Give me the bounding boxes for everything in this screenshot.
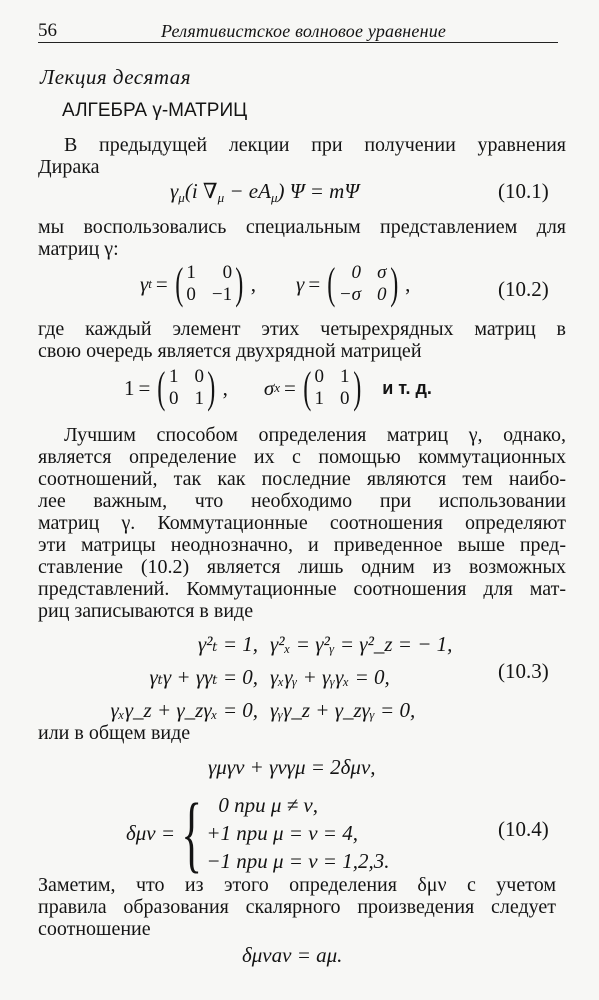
math-text: γ²ₓ = γ²ᵧ = γ²_z = − 1, [270, 632, 453, 656]
text-line: эти матрицы неоднозначно, и приведенное выше пред- [38, 534, 566, 556]
equation-unit-sigma: 1 = ( 1 0 0 1 ) , σ x = ( 0 1 1 0 ) и т. д. [124, 363, 432, 412]
text-line: свою очередь является двухрядной матрицей [38, 340, 422, 362]
equation-number: (10.2) [498, 277, 549, 301]
text-line: мы воспользовались специальным представлением для [38, 216, 566, 238]
matrix-cell: 1 [314, 388, 325, 409]
matrix-cell: 1 [340, 366, 350, 387]
section-title: АЛГЕБРА γ-МАТРИЦ [62, 100, 248, 121]
text-line: В предыдущей лекции при получении уравнения [64, 134, 566, 156]
math-text: γ [170, 179, 179, 203]
math-text: 1 [124, 376, 135, 400]
equation-10-3 [78, 628, 452, 727]
math-sub: μ [270, 190, 278, 205]
paragraph-5: или в общем виде [38, 722, 191, 744]
math-text: γ [296, 272, 305, 296]
lecture-title: Лекция десятая [40, 65, 192, 89]
equation-number: (10.3) [498, 659, 549, 683]
math-text: и т. д. [382, 378, 432, 398]
text-line: представлений. Коммутационные соотношения для мат- [38, 578, 566, 600]
equation-10-4-top: γμγν + γνγμ = 2δμν, [208, 755, 376, 779]
matrix-cell: 0 [351, 262, 362, 283]
text-line: где каждый элемент этих четырехрядных матриц в [38, 318, 566, 340]
text-line: Лучшим способом определения матриц γ, однако, [64, 424, 566, 446]
matrix-cell: 0 [169, 388, 179, 409]
math-text: γᵧγ_z + γ_zγᵧ = 0, [270, 698, 416, 722]
matrix-cell: σ [377, 262, 387, 283]
matrix: ( 1 0 0 1 ) [157, 363, 216, 412]
equation-10-4 [126, 785, 390, 881]
math-text: σ [263, 376, 275, 400]
matrix: ( 1 0 0 −1 ) [175, 259, 244, 308]
paragraph-2 [38, 216, 566, 260]
matrix: ( 0 σ −σ 0 ) [327, 259, 398, 308]
paragraph-3 [38, 318, 566, 362]
math-text: γₓγᵧ + γᵧγₓ = 0, [270, 665, 390, 689]
equation-10-1 [170, 179, 360, 205]
matrix-cell: 1 [186, 262, 196, 283]
math-text: ) Ψ = mΨ [277, 179, 360, 203]
matrix-cell: 0 [340, 388, 350, 409]
text-line: Дирака [38, 156, 100, 178]
running-title: Релятивистское волновое уравнение [161, 21, 447, 41]
matrix-cell: −1 [211, 284, 233, 305]
math-text: δμν = [126, 821, 176, 845]
matrix-cell: 1 [194, 388, 204, 409]
matrix-cell: 0 [314, 366, 325, 387]
text-line: ставление (10.2) является лишь одним из возможных [38, 556, 566, 578]
matrix: ( 0 1 1 0 ) [303, 363, 361, 412]
math-sub: μ [217, 190, 225, 205]
text-line: соотношений, так как последние являются тем наибо- [38, 468, 566, 490]
matrix-cell: 0 [222, 262, 233, 283]
text-line: лее важным, что необходимо при использовании [38, 490, 566, 512]
equation-10-2: γ t = ( 1 0 0 −1 ) , γ = ( 0 σ −σ 0 ) , [140, 259, 411, 308]
text-line: матриц γ: [38, 238, 119, 260]
math-text: = [308, 272, 321, 296]
brace: { [181, 785, 203, 881]
paragraph-6 [38, 874, 556, 940]
text-line: правила образования скалярного произведения следует [38, 896, 556, 918]
case-line: −1 при μ = ν = 1,2,3. [206, 849, 390, 873]
math-sub: μ [178, 190, 185, 205]
math-text: − eA [224, 179, 271, 203]
case-line: +1 при μ = ν = 4, [206, 821, 358, 845]
page-number: 56 [38, 20, 57, 41]
matrix-cell: −σ [338, 284, 362, 305]
paragraph-1 [38, 134, 566, 178]
equation-last: δμνaν = aμ. [242, 943, 343, 967]
matrix-cell: 0 [186, 284, 196, 305]
equation-number: (10.4) [498, 817, 549, 841]
text-line: матриц γ. Коммутационные соотношения определяют [38, 512, 566, 534]
header-rule [38, 42, 558, 43]
equation-number: (10.1) [498, 179, 549, 203]
math-text: = [155, 272, 168, 296]
matrix-cell: 0 [194, 366, 204, 387]
math-text: γₜγ + γγₜ = 0, [149, 665, 258, 689]
math-text: (i ∇ [184, 179, 218, 203]
math-text: γ²ₜ = 1, [197, 632, 258, 656]
text-line: риц записываются в виде [38, 600, 254, 622]
math-text: γ [140, 272, 149, 296]
matrix-cell: 0 [377, 284, 387, 305]
text-line: соотношение [38, 918, 151, 940]
matrix-cell: 1 [169, 366, 179, 387]
text-line: является определение их с помощью коммутационных [38, 446, 566, 468]
math-text: γₓγ_z + γ_zγₓ = 0, [110, 698, 258, 722]
paragraph-4 [38, 424, 566, 622]
text-line: Заметим, что из этого определения δμν с учетом [38, 874, 556, 896]
case-line: 0 при μ ≠ ν, [218, 793, 318, 817]
